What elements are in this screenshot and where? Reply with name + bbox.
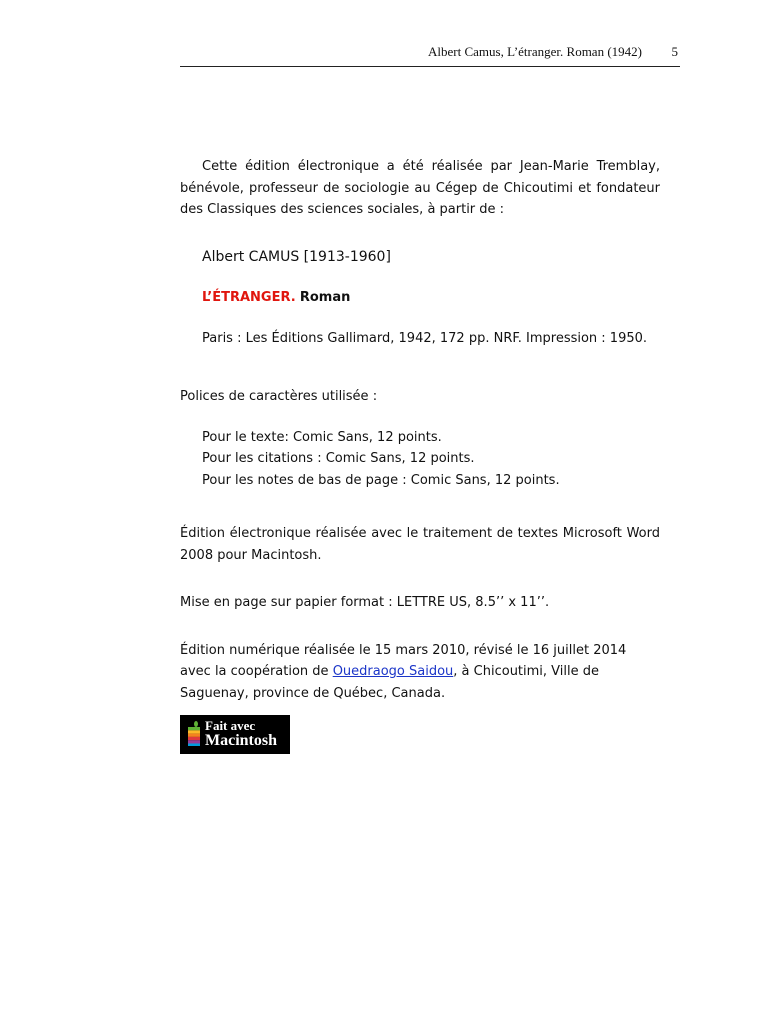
book-title: L’ÉTRANGER. [202, 290, 296, 305]
font-item-value: Comic Sans, 12 points. [325, 451, 475, 466]
font-item-label: Pour les notes de bas de page : [202, 472, 407, 488]
running-header [180, 42, 680, 67]
font-item-label: Pour les citations : [202, 451, 322, 466]
page-number: 5 [671, 44, 678, 59]
font-item-value: Comic Sans, 12 points. [292, 429, 442, 445]
intro-paragraph: Cette édition électronique a été réalisée par Jean-Marie Tremblay, bénévole, professeur de sociologie au Cégep de Chicoutimi et fondateur des Classiques des sciences sociales, à partir de : [180, 159, 660, 217]
author-line: Albert CAMUS [1913-1960] [202, 248, 391, 265]
header-title: Albert Camus, L’étranger. Roman (1942) [428, 44, 642, 59]
page-format-note: Mise en page sur papier format : LETTRE US, 8.5’’ x 11’’. [180, 595, 550, 610]
numeric-edition-note [180, 640, 660, 705]
book-subtitle: Roman [299, 290, 351, 305]
numeric-edition-location: , à Chicoutimi, Ville de Saguenay, province de Québec, Canada. [180, 664, 600, 701]
made-with-macintosh-badge [180, 715, 290, 754]
publication-info: Paris : Les Éditions Gallimard, 1942, 172 pp. NRF. Impression : 1950. [202, 330, 648, 346]
badge-line-2: Macintosh [205, 732, 277, 749]
apple-logo-icon [186, 721, 202, 747]
numeric-edition-text: Édition numérique réalisée le 15 mars 2010, révisé le 16 juillet 2014 avec la coopération de [180, 642, 627, 679]
fonts-heading: Polices de caractères utilisée : [180, 389, 378, 404]
collaborator-link[interactable]: Ouedraogo Saidou [332, 664, 454, 679]
badge-line-1: Fait avec [205, 718, 256, 733]
book-title-line [180, 287, 660, 309]
font-item-citations [202, 448, 660, 470]
document-body [180, 156, 660, 754]
font-item-notes [202, 470, 660, 492]
font-item-value: Comic Sans, 12 points. [410, 472, 560, 488]
edition-note: Édition électronique réalisée avec le traitement de textes Microsoft Word 2008 pour Macintosh. [180, 526, 660, 563]
font-item-label: Pour le texte: [202, 429, 289, 445]
fonts-list [180, 427, 660, 492]
font-item-text [202, 427, 660, 449]
